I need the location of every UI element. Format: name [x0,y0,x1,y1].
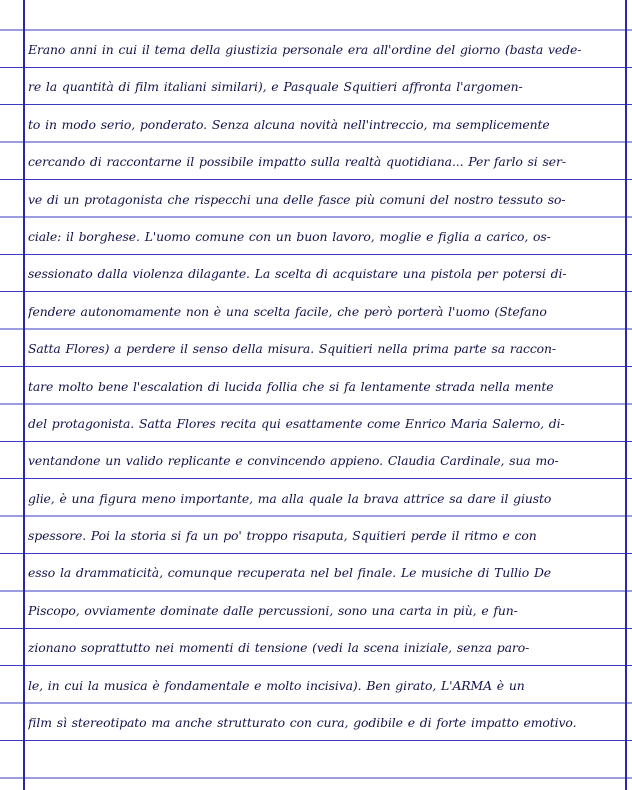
text-line: spessore. Poi la storia si fa un po' troppo risaputa, Squitieri perde il ritmo e con [28,528,537,544]
handwritten-text-block [28,31,628,741]
text-line: Erano anni in cui il tema della giustizia personale era all'ordine del giorno (basta vede- [28,42,582,57]
text-line: Piscopo, ovviamente dominate dalle percussioni, sono una carta in più, e fun- [28,602,518,618]
text-line: tare molto bene l'escalation di lucida follia che si fa lentamente strada nella mente [28,378,554,394]
text-line: film sì stereotipato ma anche strutturato con cura, godibile e di forte impatto emotivo. [28,715,577,731]
text-line: cercando di raccontarne il possibile impatto sulla realtà quotidiana... Per farlo si ser- [28,154,566,170]
text-line: sessionato dalla violenza dilagante. La scelta di acquistare una pistola per potersi di- [28,266,567,282]
text-line: del protagonista. Satta Flores recita qui esattamente come Enrico Maria Salerno, di- [28,415,565,431]
text-line: glie, è una figura meno importante, ma alla quale la brava attrice sa dare il giusto [28,490,552,506]
left-margin-line [23,0,25,790]
text-line: to in modo serio, ponderato. Senza alcuna novità nell'intreccio, ma semplicemente [28,116,550,132]
text-line: ventandone un valido replicante e convincendo appieno. Claudia Cardinale, sua mo- [28,453,559,469]
text-line: ve di un protagonista che rispecchi una delle fasce più comuni del nostro tessuto so- [28,191,566,207]
text-line: zionano soprattutto nei momenti di tensione (vedi la scena iniziale, senza paro- [28,640,530,656]
text-line: esso la drammaticità, comunque recuperata nel bel finale. Le musiche di Tullio De [28,565,552,581]
text-line: ciale: il borghese. L'uomo comune con un buon lavoro, moglie e figlia a carico, os- [28,228,551,244]
text-line: fendere autonomamente non è una scelta facile, che però porterà l'uomo (Stefano [28,303,547,319]
text-line: le, in cui la musica è fondamentale e molto incisiva). Ben girato, L'ARMA è un [28,677,525,693]
text-line: Satta Flores) a perdere il senso della misura. Squitieri nella prima parte sa raccon- [28,341,556,357]
text-line: re la quantità di film italiani similari), e Pasquale Squitieri affronta l'argomen- [28,79,523,95]
